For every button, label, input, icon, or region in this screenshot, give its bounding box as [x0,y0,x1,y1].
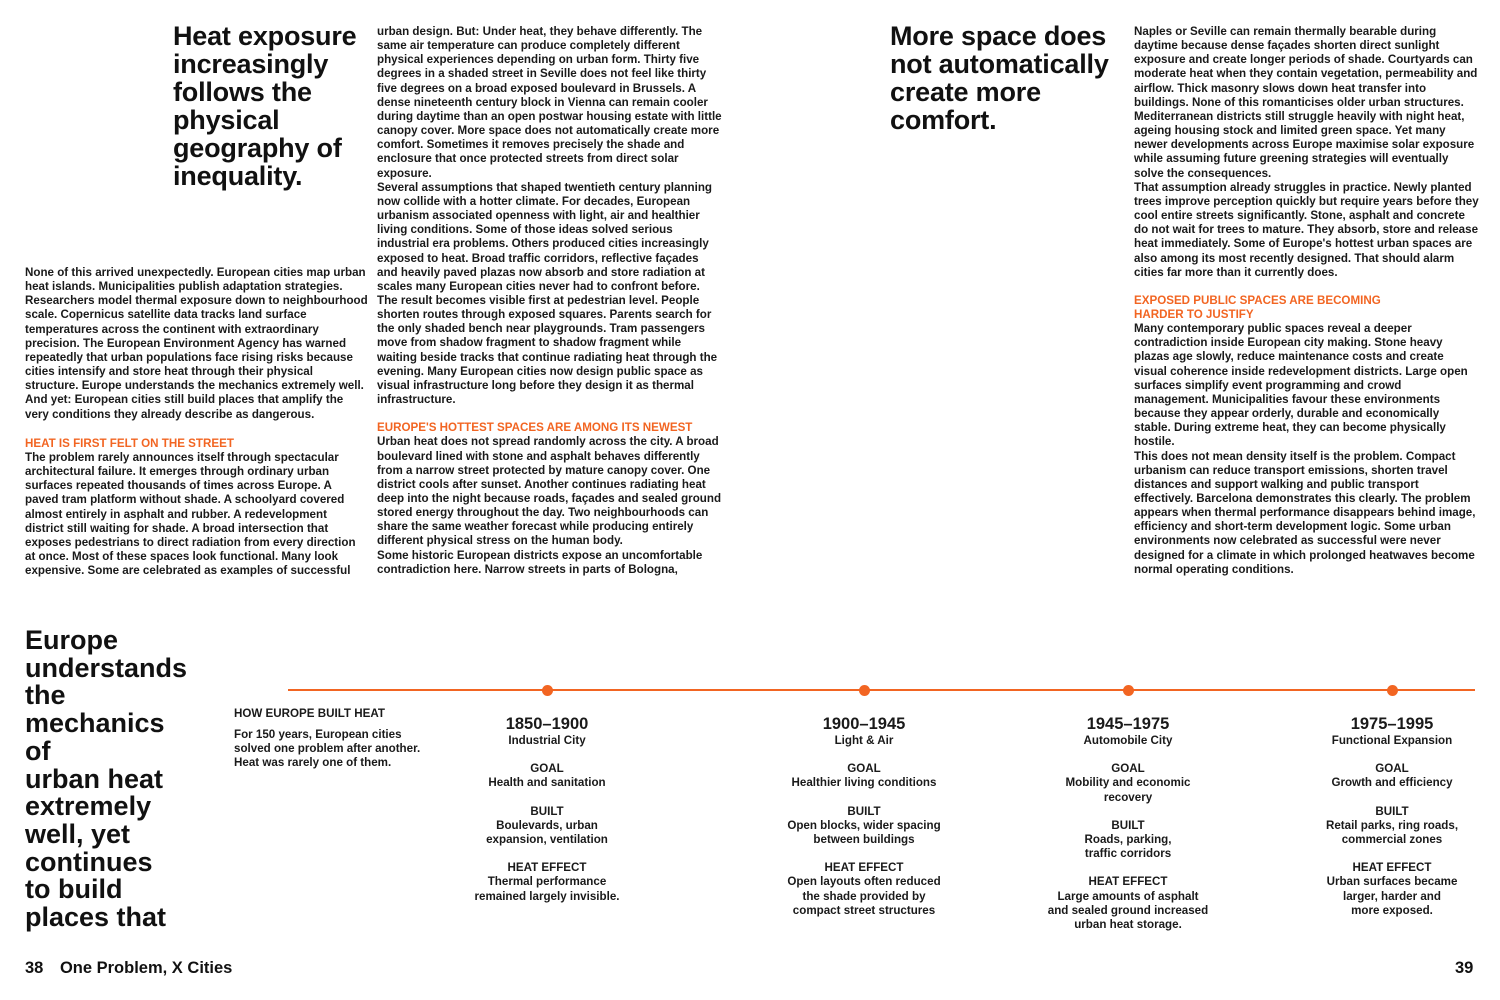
era-name: Light & Air [834,734,894,747]
street-paragraph: The problem rarely announces itself through spectacular architectural failure. It emerges through ordinary urban surfaces repeated thousands of times across Europe. A paved tram platform without shade. A schoolyard covered almost entirely in asphalt and rubber. A redevelopment district still waiting for shade. A broad intersection that exposes pedestrians to direct radiation from every direction at once. Most of these spaces look functional. Many look expensive. Some are celebrated as examples of successful [25,450,356,578]
intro-line: Heat was rarely one of them. [234,756,392,770]
body-paragraph: Many contemporary public spaces reveal a deeper contradiction inside European city making. Stone heavy plazas age slowly, reduce maintenance costs and create visual coherence inside redevelopment districts. Large open surfaces simplify event programming and crowd management. Municipalities favour these environments because they appear orderly, durable and economically stable. During extreme heat, they can become physically hostile. [1134,322,1468,449]
pull-quote [25,627,215,932]
built-label: BUILT [847,804,881,818]
value-line: commercial zones [1341,833,1443,847]
built-label: BUILT [1375,804,1409,818]
heat-effect-label: HEAT EFFECT [1088,875,1168,889]
heat-effect-value [1028,890,1228,933]
heat-effect-value [447,875,647,903]
body-paragraph: This does not mean density itself is the problem. Compact urbanism can reduce transport emissions, shorten travel distances and support walking and public transport effectively. Barcelona demonstrates this clearly. The problem appears when thermal performance disappears behind image, efficiency and short-term development logic. Some urban environments now celebrated as successful were never designed for a climate in which prolonged heatwaves become normal operating conditions. [1134,449,1476,576]
value-line: and sealed ground increased [1047,903,1209,917]
quote-line: Europe [25,625,119,655]
left-folio [25,958,232,978]
headline-line: Heat exposure [173,21,357,51]
headline-line: geography of [173,133,342,163]
value-line: Urban surfaces became [1326,875,1458,889]
headline-line: follows the [173,77,312,107]
era-period: 1945–1975 [1086,715,1170,733]
built-value [1028,833,1228,861]
era-functional-expansion [1292,714,1492,918]
heat-effect-value [1292,875,1492,918]
value-line: Health and sanitation [488,776,606,790]
value-line: Open layouts often reduced [787,875,941,889]
era-name: Industrial City [508,734,586,747]
built-value [1292,819,1492,847]
goal-value [764,776,964,790]
subheading-line: HARDER TO JUSTIFY [1134,307,1254,321]
heat-effect-label: HEAT EFFECT [507,861,587,875]
built-label: BUILT [1111,818,1145,832]
heat-effect-label: HEAT EFFECT [824,861,904,875]
goal-value [447,776,647,790]
exposed-subheading [1134,294,1479,322]
value-line: Growth and efficiency [1331,776,1453,790]
headline-line: increasingly [173,49,329,79]
value-line: Mobility and economic [1065,776,1191,790]
left-headline [173,22,373,190]
body-paragraph: Urban heat does not spread randomly across the city. A broad boulevard lined with stone and asphalt behaves differently from a narrow street protected by mature canopy cover. One district cools after sunset. Another continues radiating heat deep into the night because roads, façades and sealed ground stored energy throughout the day. Two neighbourhoods can share the same weather forecast while producing entirely different physical stress on the human body. [377,435,722,548]
goal-value [1028,776,1228,804]
headline-line: physical [173,105,280,135]
value-line: Open blocks, wider spacing [787,818,941,832]
headline-line: create more [890,77,1041,107]
value-line: compact street structures [792,903,936,917]
goal-value [1292,776,1492,790]
subheading-line: EXPOSED PUBLIC SPACES ARE BECOMING [1134,293,1381,307]
hottest-subheading: EUROPE'S HOTTEST SPACES ARE AMONG ITS NEWEST [377,421,693,435]
value-line: remained largely invisible. [474,889,620,903]
value-line: Healthier living conditions [791,776,937,790]
value-line: urban heat storage. [1074,918,1182,932]
value-line: between buildings [813,833,915,847]
timeline-line [288,689,1475,691]
headline-line: comfort. [890,105,997,135]
timeline-description [234,728,444,771]
right-folio [1455,958,1473,978]
value-line: expansion, ventilation [486,833,608,847]
value-line: Retail parks, ring roads, [1325,818,1459,832]
value-line: the shade provided by [802,889,926,903]
intro-line: solved one problem after another. [234,742,421,756]
body-paragraph: Naples or Seville can remain thermally bearable during daytime because dense façades shorten direct sunlight exposure and create longer periods of shade. Courtyards can moderate heat when they contain vegetation, permeability and airflow. Thick masonry slows down heat transfer into buildings. None of this romanticises older urban structures. Mediterranean districts still struggle heavily with night heat, ageing housing stock and limited green space. Yet many newer developments across Europe maximise solar exposure while assuming future greening strategies will eventually solve the consequences. [1134,25,1478,180]
era-industrial-city [447,714,647,904]
timeline-dot [542,685,553,696]
body-paragraph: Several assumptions that shaped twentieth century planning now collide with a hotter climate. For decades, European urbanism associated openness with light, air and healthier living conditions. Some of those ideas solved serious industrial era problems. Others produced cities increasingly exposed to heat. Broad traffic corridors, reflective façades and heavily paved plazas now absorb and store radiation at scales many European cities never had to confront before. The result becomes visible first at pedestrian level. People shorten routes through exposed squares. Parents search for the only shaded bench near playgrounds. Tram passengers move from shadow fragment to shadow fragment while waiting beside tracks that continue radiating heat through the evening. Many European cities now design public space as visual infrastructure long before they design it as thermal infrastructure. [377,180,718,407]
era-period: 1975–1995 [1350,715,1434,733]
value-line: traffic corridors [1084,847,1172,861]
quote-line: places that [25,902,167,933]
heat-effect-value [764,875,964,918]
built-label: BUILT [530,804,564,818]
goal-label: GOAL [530,762,564,776]
publication-title: One Problem, X Cities [59,959,233,977]
body-paragraph: Some historic European districts expose an uncomfortable contradiction here. Narrow streets in parts of Bologna, [377,548,703,576]
era-name: Automobile City [1083,734,1173,747]
quote-line: continues [25,846,153,877]
era-automobile-city [1028,714,1228,932]
value-line: more exposed. [1351,903,1433,917]
right-column [1134,25,1479,577]
timeline-dot [859,685,870,696]
era-period: 1850–1900 [505,715,589,733]
headline-line: More space does [890,21,1107,51]
left-column-1 [25,266,368,578]
built-value [447,819,647,847]
era-period: 1900–1945 [822,715,906,733]
body-paragraph: That assumption already struggles in practice. Newly planted trees improve perception quickly but require years before they cool entire streets significantly. Stone, asphalt and concrete do not wait for trees to mature. They absorb, store and release heat immediately. Some of Europe's hottest urban spaces are also among its most recently designed. That should alarm cities far more than it currently does. [1134,180,1479,279]
quote-line: extremely [25,791,152,822]
timeline-dot [1123,685,1134,696]
value-line: recovery [1103,790,1153,804]
timeline-intro [234,707,444,771]
built-value [764,819,964,847]
timeline-title: HOW EUROPE BUILT HEAT [234,707,385,720]
page-number: 39 [1455,959,1474,977]
quote-line: well, yet [25,818,131,849]
headline-line: inequality. [173,161,303,191]
era-light-and-air [764,714,964,918]
quote-line: understands [25,652,188,683]
page-number: 38 [25,959,44,977]
timeline-dot [1387,685,1398,696]
value-line: larger, harder and [1343,889,1441,903]
value-line: Large amounts of asphalt [1057,889,1199,903]
left-column-2 [377,25,722,577]
value-line: Boulevards, urban [496,818,598,832]
quote-line: mechanics [25,708,165,739]
quote-line: the [25,680,66,711]
goal-label: GOAL [1111,762,1145,776]
value-line: Roads, parking, [1084,833,1172,847]
goal-label: GOAL [1375,762,1409,776]
value-line: Thermal performance [487,875,607,889]
street-subheading: HEAT IS FIRST FELT ON THE STREET [25,436,234,450]
intro-paragraph: None of this arrived unexpectedly. European cities map urban heat islands. Municipalities publish adaptation strategies. Researchers model thermal exposure down to neighbourhood scale. Copernicus satellite data tracks land surface temperatures across the continent with extraordinary precision. The European Environment Agency has warned repeatedly that urban populations face rising risks because cities intensify and store heat through their physical structure. Europe understands the mechanics extremely well. And yet: European cities still build places that amplify the very conditions they already describe as dangerous. [25,266,368,421]
quote-line: urban heat [25,763,164,794]
headline-line: not automatically [890,49,1109,79]
intro-line: For 150 years, European cities [234,728,402,741]
era-name: Functional Expansion [1331,734,1453,747]
quote-line: of [25,735,51,766]
body-paragraph: urban design. But: Under heat, they behave differently. The same air temperature can produce completely different physical experiences depending on urban form. Thirty five degrees in a shaded street in Seville does not feel like thirty five degrees on a broad exposed boulevard in Brussels. A dense nineteenth century block in Vienna can remain cooler during daytime than an open postwar housing estate with little canopy cover. More space does not automatically create more comfort. Sometimes it removes precisely the shade and enclosure that once protected streets from direct solar exposure. [377,25,722,180]
goal-label: GOAL [847,762,881,776]
quote-line: to build [25,874,123,905]
right-headline [890,22,1130,134]
heat-effect-label: HEAT EFFECT [1352,861,1432,875]
